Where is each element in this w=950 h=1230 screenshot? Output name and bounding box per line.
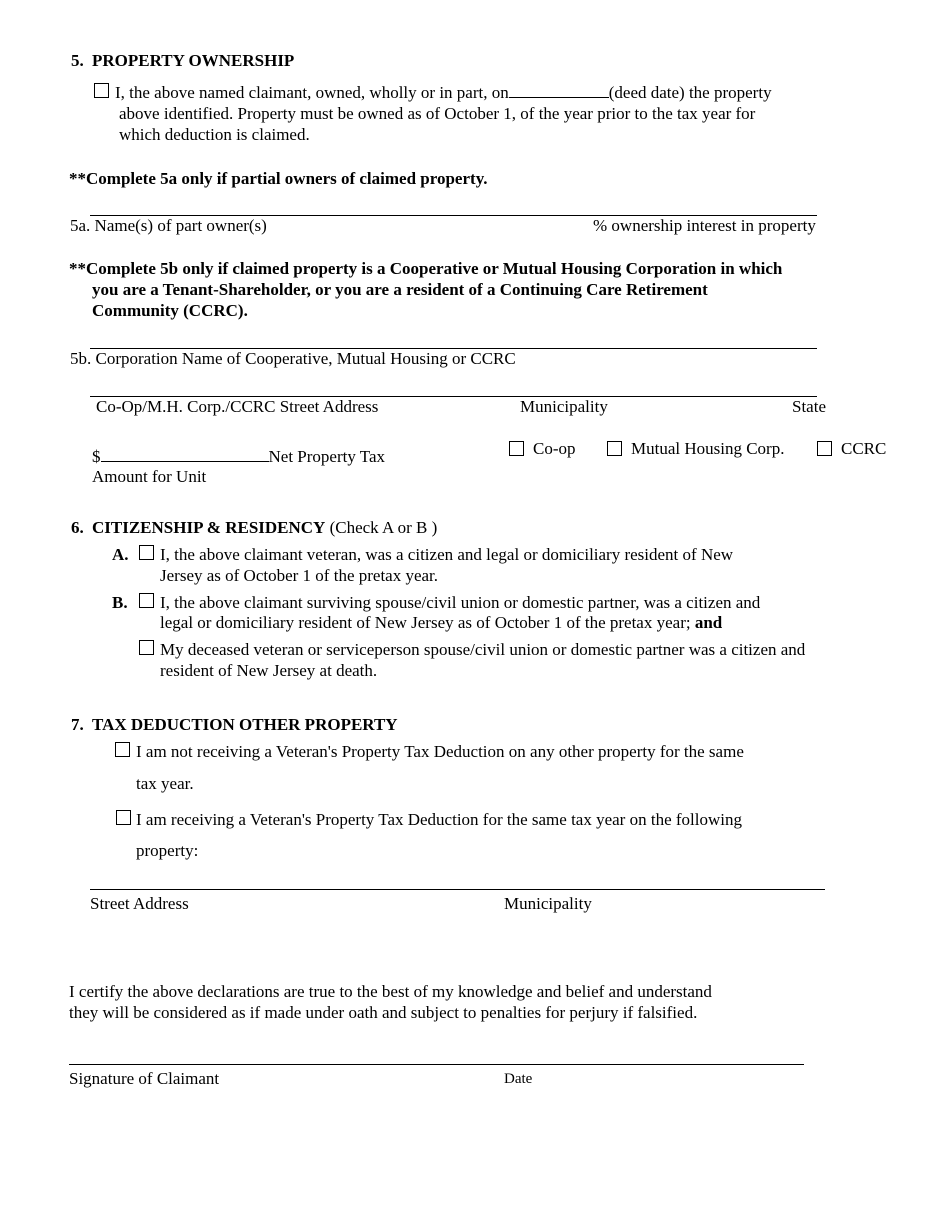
option-b-line2-wrap bbox=[160, 612, 722, 633]
note-5b-line2: you are a Tenant-Shareholder, or you are a resident of a Continuing Care Retirement bbox=[92, 280, 708, 299]
option-b-label: B. bbox=[112, 593, 128, 612]
mutual-housing-label: Mutual Housing Corp. bbox=[631, 439, 785, 458]
other-property-field[interactable] bbox=[90, 889, 825, 890]
note-5b-line1: **Complete 5b only if claimed property is a Cooperative or Mutual Housing Corporation in which bbox=[69, 259, 783, 278]
section-7-number: 7. bbox=[71, 715, 84, 734]
corporation-name-label: 5b. Corporation Name of Cooperative, Mutual Housing or CCRC bbox=[70, 349, 516, 368]
ccrc-checkbox[interactable] bbox=[817, 441, 832, 456]
option-b-deceased-line1: My deceased veteran or serviceperson spouse/civil union or domestic partner was a citizen and bbox=[160, 640, 806, 659]
ownership-statement-line2: above identified. Property must be owned as of October 1, of the year prior to the tax year for bbox=[119, 104, 756, 123]
ownership-text-a: I, the above named claimant, owned, wholly or in part, on bbox=[115, 83, 509, 102]
coop-label: Co-op bbox=[533, 439, 576, 458]
date-label: Date bbox=[504, 1071, 533, 1087]
other-municipality-label: Municipality bbox=[504, 894, 592, 913]
section-6-heading-line bbox=[92, 517, 437, 538]
ownership-statement-line1 bbox=[115, 82, 772, 103]
section-5-heading: PROPERTY OWNERSHIP bbox=[92, 51, 295, 70]
deed-date-checkbox[interactable] bbox=[94, 83, 109, 98]
mutual-housing-checkbox[interactable] bbox=[607, 441, 622, 456]
ownership-text-b: (deed date) the property bbox=[608, 83, 772, 102]
ownership-percent-label: % ownership interest in property bbox=[593, 216, 816, 235]
ownership-statement-line3: which deduction is claimed. bbox=[119, 125, 310, 144]
certification-line2: they will be considered as if made under oath and subject to penalties for perjury if falsified. bbox=[69, 1003, 698, 1022]
not-receiving-checkbox[interactable] bbox=[115, 742, 130, 757]
option-a-checkbox[interactable] bbox=[139, 545, 154, 560]
receiving-line2: property: bbox=[136, 841, 199, 860]
net-tax-line bbox=[92, 446, 385, 467]
option-b-line1: I, the above claimant surviving spouse/civil union or domestic partner, was a citizen and bbox=[160, 593, 761, 612]
option-a-line2: Jersey as of October 1 of the pretax year. bbox=[160, 566, 439, 585]
option-a-label: A. bbox=[112, 545, 129, 564]
option-b-deceased-checkbox[interactable] bbox=[139, 640, 154, 655]
option-b-and: and bbox=[694, 613, 723, 632]
section-6-heading: CITIZENSHIP & RESIDENCY bbox=[92, 518, 326, 537]
section-6-note: (Check A or B ) bbox=[329, 518, 438, 537]
ccrc-label: CCRC bbox=[841, 439, 887, 458]
dollar-sign: $ bbox=[92, 447, 101, 466]
corp-state-label: State bbox=[792, 397, 826, 416]
net-tax-label: Net Property Tax bbox=[268, 447, 386, 466]
note-5a: **Complete 5a only if partial owners of claimed property. bbox=[69, 169, 488, 188]
option-b-checkbox[interactable] bbox=[139, 593, 154, 608]
certification-line1: I certify the above declarations are true to the best of my knowledge and belief and understand bbox=[69, 982, 712, 1001]
other-street-label: Street Address bbox=[90, 894, 189, 913]
coop-checkbox[interactable] bbox=[509, 441, 524, 456]
note-5b-line3: Community (CCRC). bbox=[92, 301, 248, 320]
section-7-heading: TAX DEDUCTION OTHER PROPERTY bbox=[92, 715, 398, 734]
corp-street-label: Co-Op/M.H. Corp./CCRC Street Address bbox=[96, 397, 379, 416]
option-a-line1: I, the above claimant veteran, was a citizen and legal or domiciliary resident of New bbox=[160, 545, 734, 564]
option-b-deceased-line2: resident of New Jersey at death. bbox=[160, 661, 378, 680]
deed-date-field[interactable] bbox=[509, 83, 609, 98]
receiving-checkbox[interactable] bbox=[116, 810, 131, 825]
section-5-number: 5. bbox=[71, 51, 84, 70]
signature-label: Signature of Claimant bbox=[69, 1069, 220, 1088]
net-tax-label-2: Amount for Unit bbox=[92, 467, 207, 486]
not-receiving-line2: tax year. bbox=[136, 774, 194, 793]
receiving-line1: I am receiving a Veteran's Property Tax Deduction for the same tax year on the following bbox=[136, 810, 742, 829]
corp-municipality-label: Municipality bbox=[520, 397, 608, 416]
not-receiving-line1: I am not receiving a Veteran's Property Tax Deduction on any other property for the same bbox=[136, 742, 744, 761]
signature-field[interactable] bbox=[69, 1064, 804, 1065]
part-owners-label: 5a. Name(s) of part owner(s) bbox=[70, 216, 267, 235]
section-6-number: 6. bbox=[71, 518, 84, 537]
option-b-line2: legal or domiciliary resident of New Jersey as of October 1 of the pretax year; bbox=[160, 613, 691, 632]
net-tax-field[interactable] bbox=[101, 447, 269, 462]
